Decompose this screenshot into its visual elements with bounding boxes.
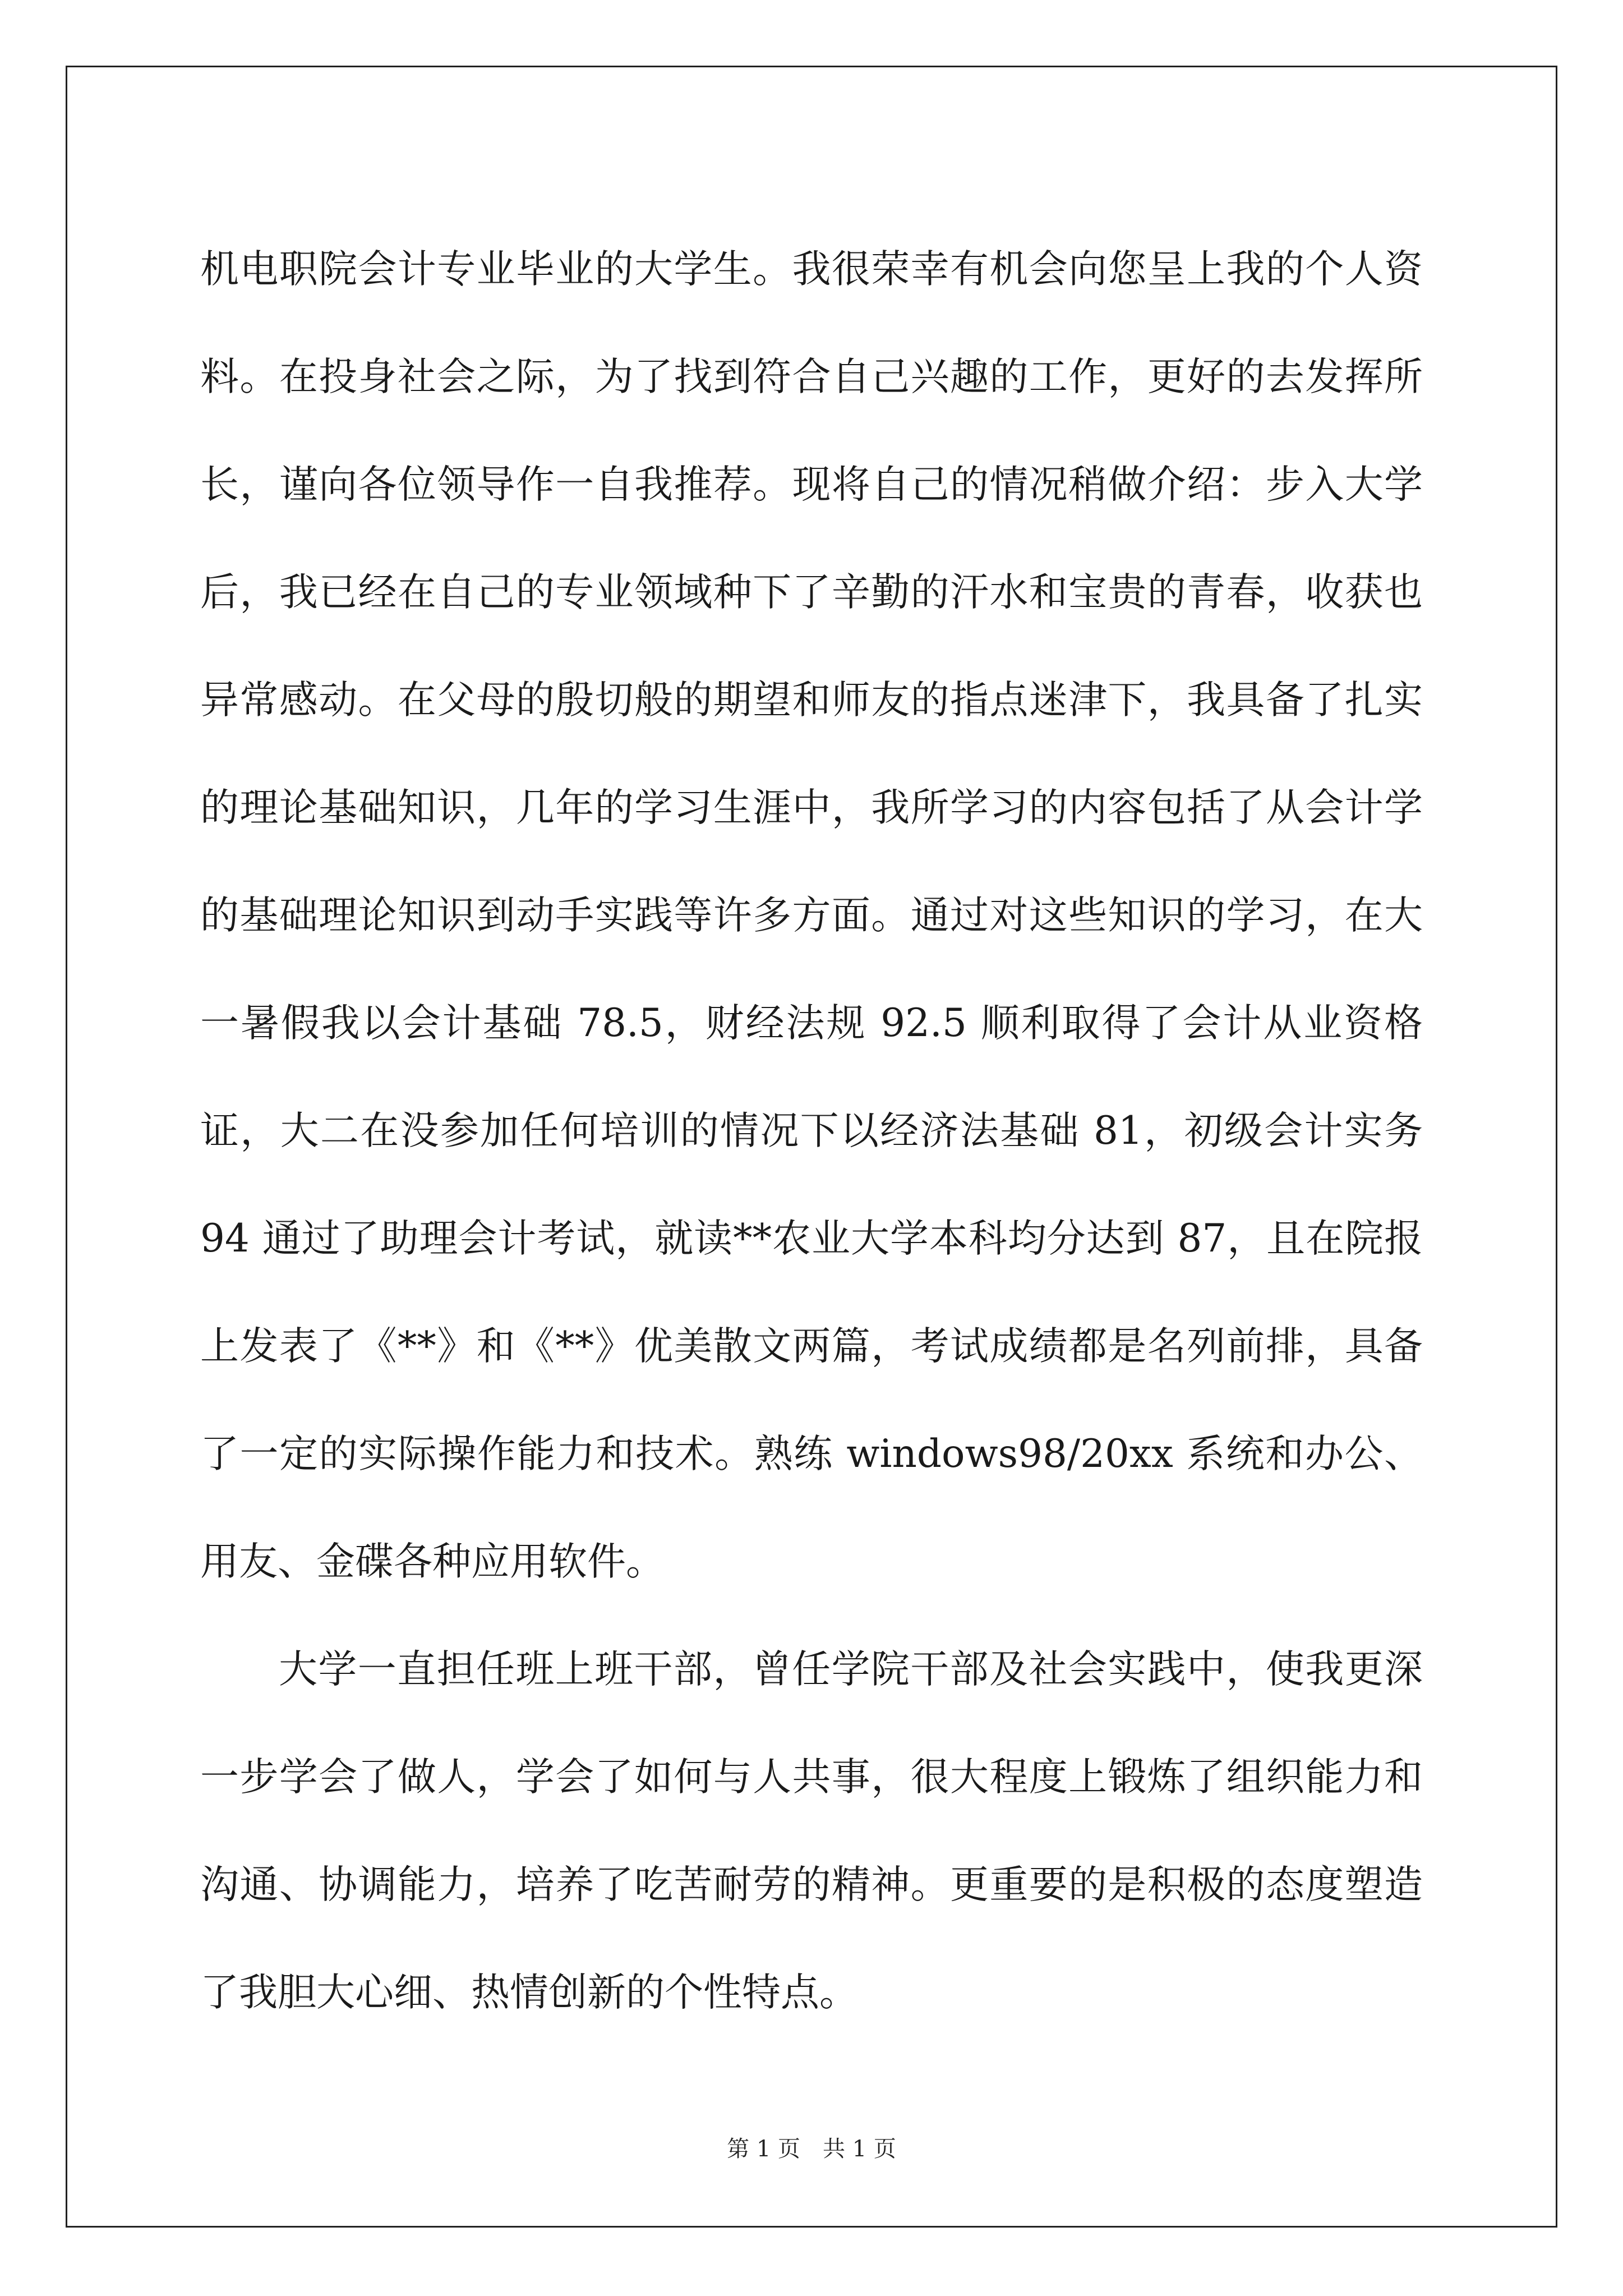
page-number: 第 1 页 (727, 2136, 800, 2162)
paragraph-2: 大学一直担任班上班干部，曾任学院干部及社会实践中，使我更深一步学会了做人，学会了如何与人共事，很大程度上锻炼了组织能力和沟通、协调能力，培养了吃苦耐劳的精神。更重要的是积极的态度塑造了我胆大心细、热情创新的个性特点。 (200, 1647, 1423, 2015)
page-footer (0, 2135, 1623, 2163)
paragraph-1: 机电职院会计专业毕业的大学生。我很荣幸有机会向您呈上我的个人资料。在投身社会之际，为了找到符合自己兴趣的工作，更好的去发挥所长，谨向各位领导作一自我推荐。现将自己的情况稍做介绍：步入大学后，我已经在自己的专业领域种下了辛勤的汗水和宝贵的青春，收获也异常感动。在父母的殷切般的期望和师友的指点迷津下，我具备了扎实的理论基础知识，几年的学习生涯中，我所学习的内容包括了从会计学的基础理论知识到动手实践等许多方面。通过对这些知识的学习，在大一暑假我以会计基础 78.5，财经法规 92.5 顺利取得了会计从业资格证，大二在没参加任何培训的情况下以经济法基础 81，初级会计实务 94 通过了助理会计考试，就读**农业大学本科均分达到 87，且在院报上发表了《**》和《**》优美散文两篇，考试成绩都是名列前排，具备了一定的实际操作能力和技术。熟练 windows98/20xx 系统和办公、用友、金碟各种应用软件。 (200, 247, 1423, 1584)
page-total: 共 1 页 (823, 2136, 896, 2162)
document-body (200, 215, 1423, 2046)
